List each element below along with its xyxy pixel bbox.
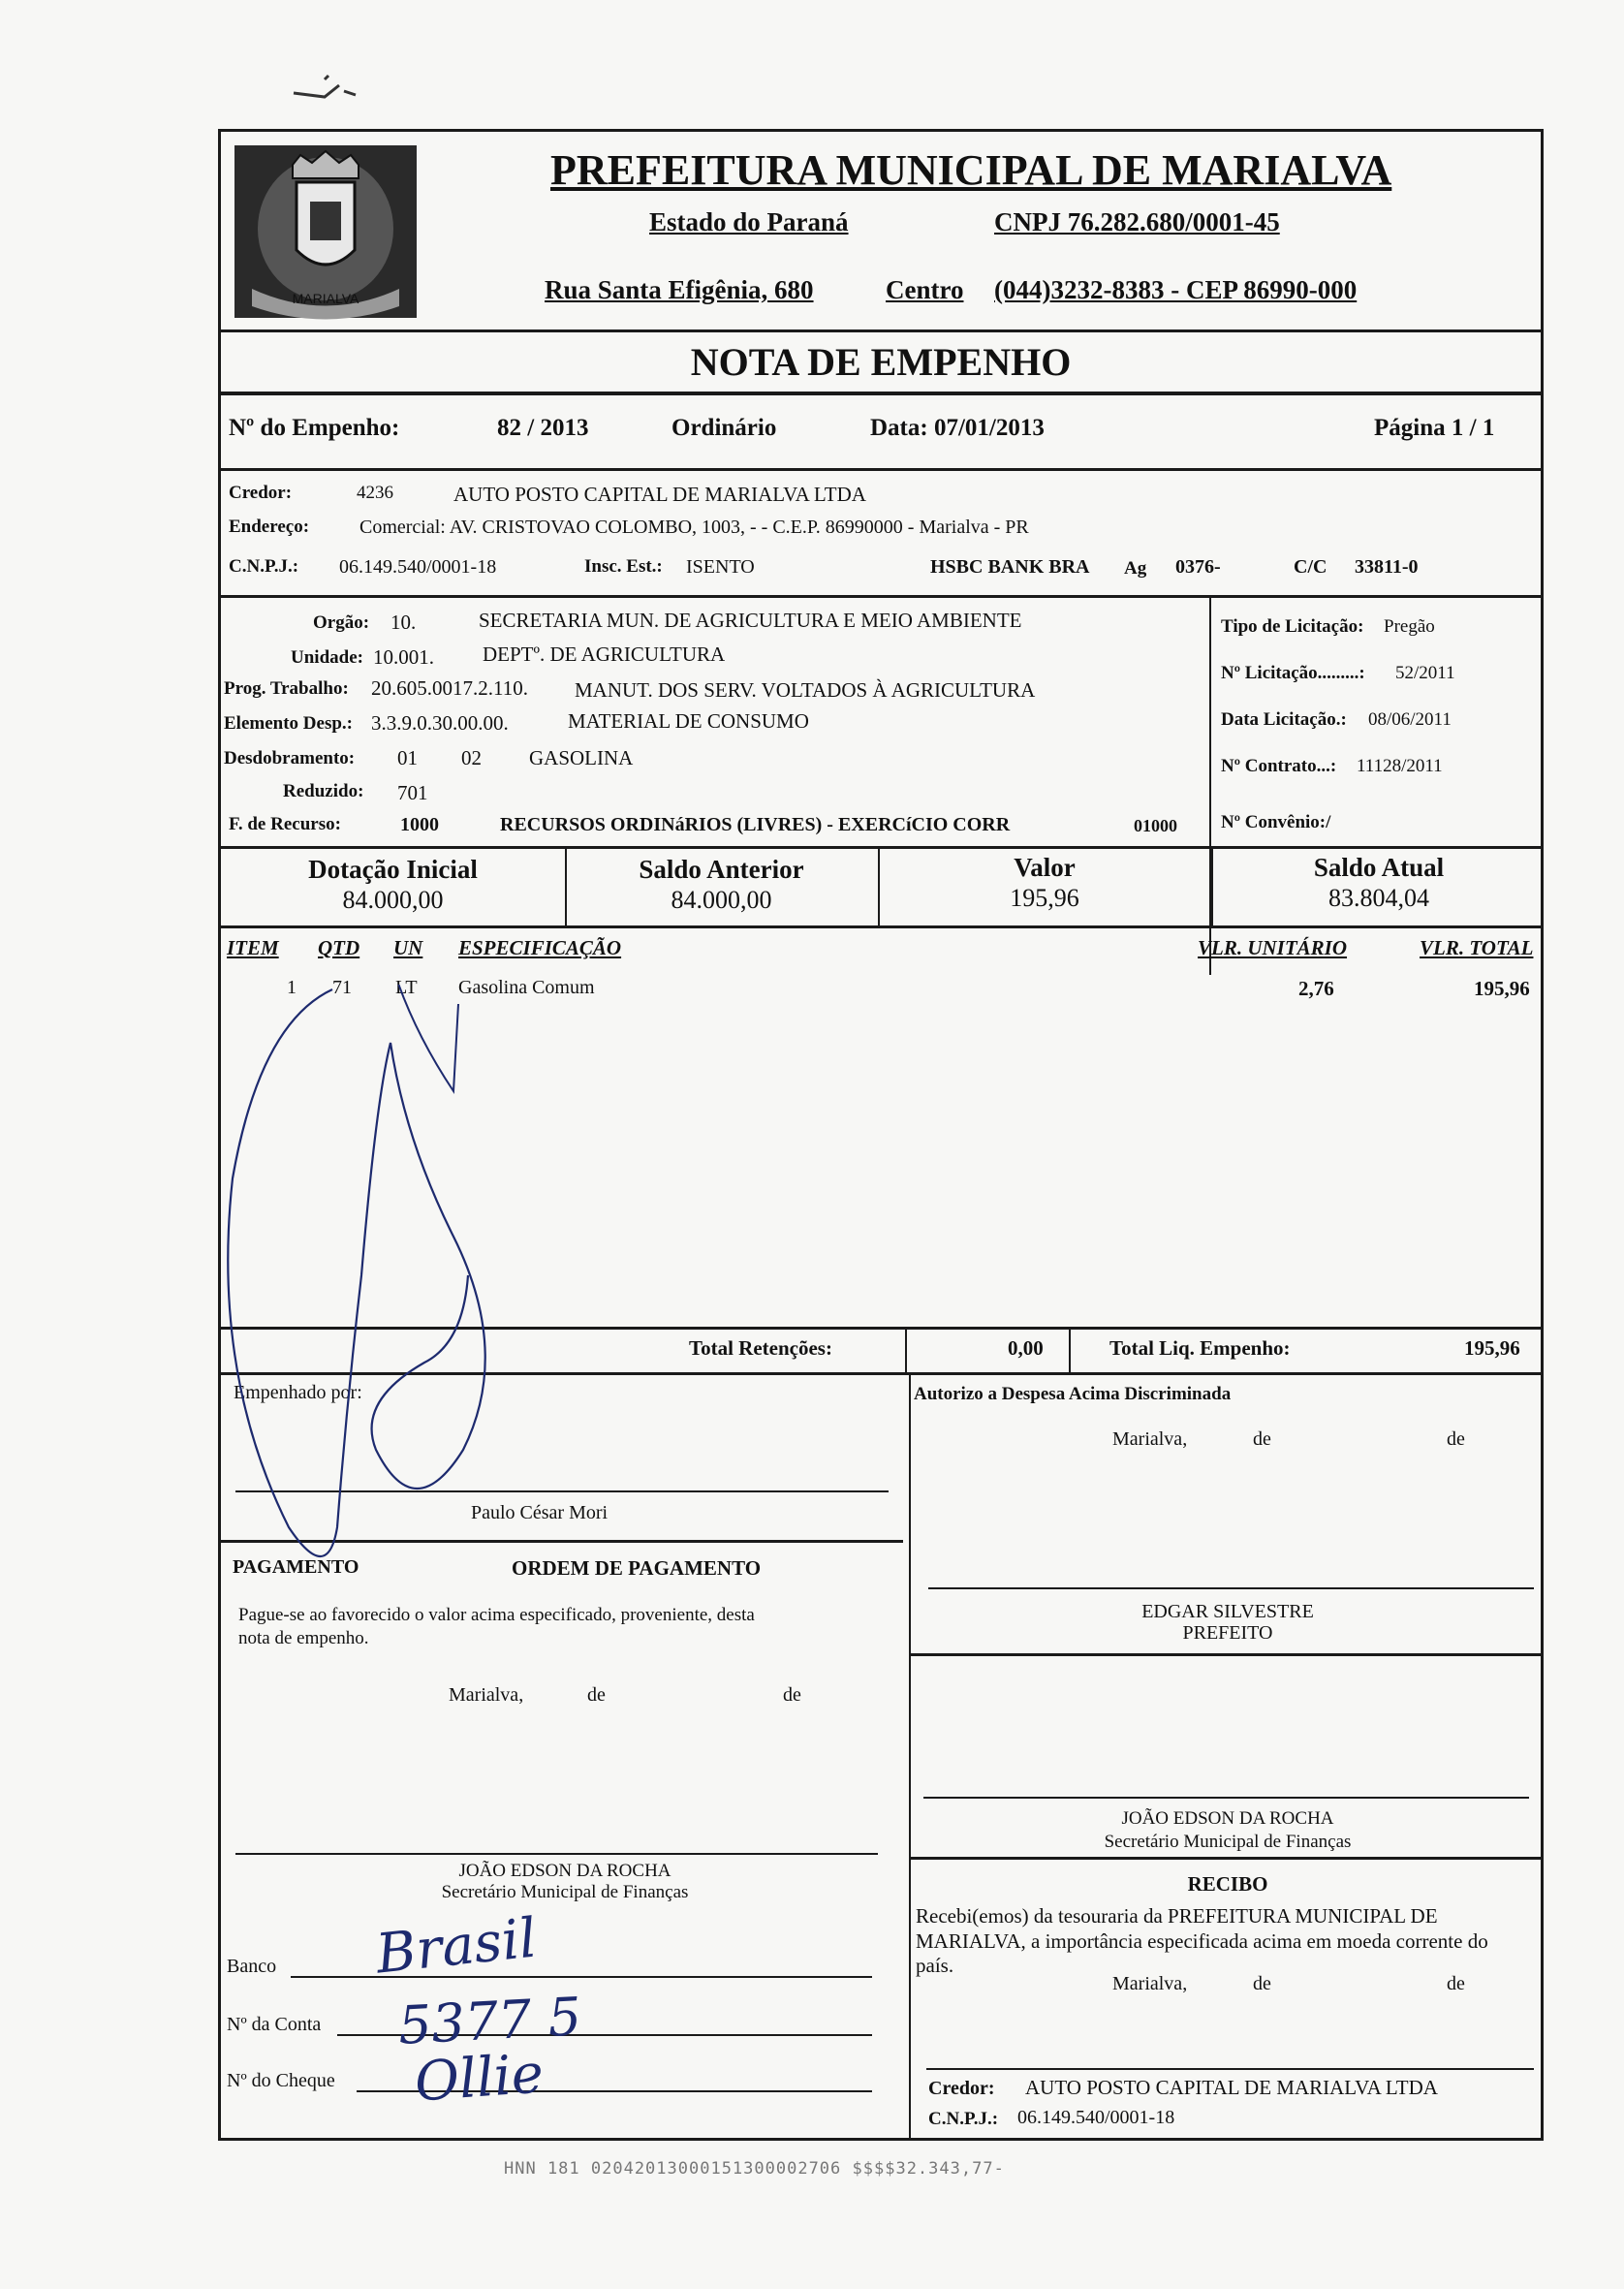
insc-est-value: ISENTO bbox=[686, 556, 755, 578]
nota-de-empenho bbox=[218, 129, 1544, 2141]
recurso-number: 01000 bbox=[1134, 816, 1177, 835]
item-number: 1 bbox=[287, 977, 297, 998]
prog-trabalho-name: MANUT. DOS SERV. VOLTADOS À AGRICULTURA bbox=[575, 678, 1036, 702]
bank-name: HSBC BANK BRA bbox=[930, 556, 1090, 578]
desdobramento-name: GASOLINA bbox=[529, 746, 634, 769]
credor-code: 4236 bbox=[357, 483, 393, 503]
agency-label: Ag bbox=[1124, 558, 1147, 579]
valor-label: Valor bbox=[1014, 853, 1076, 882]
financas-name: JOÃO EDSON DA ROCHA bbox=[1121, 1808, 1334, 1829]
saldo-atual-value: 83.804,04 bbox=[1328, 884, 1429, 912]
saldo-atual-label: Saldo Atual bbox=[1313, 853, 1445, 882]
retencoes-label: Total Retenções: bbox=[689, 1336, 832, 1360]
municipality-district: Centro bbox=[886, 275, 964, 304]
pagamento-signer-role: Secretário Municipal de Finanças bbox=[441, 1882, 689, 1902]
unidade-label: Unidade: bbox=[291, 647, 363, 668]
empenho-date: Data: 07/01/2013 bbox=[870, 415, 1045, 441]
elemento-label: Elemento Desp.: bbox=[224, 713, 353, 734]
autorizo-label: Autorizo a Despesa Acima Discriminada bbox=[914, 1384, 1232, 1404]
credor-cnpj: 06.149.540/0001-18 bbox=[339, 556, 497, 578]
col-header-un: UN bbox=[393, 936, 423, 959]
convenio-label: Nº Convênio:/ bbox=[1221, 812, 1331, 832]
municipality-address: Rua Santa Efigênia, 680 bbox=[545, 275, 814, 304]
reduzido-label: Reduzido: bbox=[283, 781, 364, 801]
empenho-type: Ordinário bbox=[671, 415, 777, 441]
recibo-credor-name: AUTO POSTO CAPITAL DE MARIALVA LTDA bbox=[1025, 2076, 1438, 2099]
credor-label: Credor: bbox=[229, 483, 293, 503]
elemento-code: 3.3.9.0.30.00.00. bbox=[371, 711, 509, 735]
orgao-name: SECRETARIA MUN. DE AGRICULTURA E MEIO AMBIENTE bbox=[479, 609, 1022, 632]
recurso-label: F. de Recurso: bbox=[229, 814, 341, 834]
ordem-pagamento-label: ORDEM DE PAGAMENTO bbox=[512, 1556, 762, 1580]
municipal-coat-of-arms-seal bbox=[233, 143, 419, 320]
empenho-number: 82 / 2013 bbox=[497, 415, 589, 441]
item-qty: 71 bbox=[332, 977, 352, 998]
col-header-qtd: QTD bbox=[318, 936, 360, 959]
credor-name: AUTO POSTO CAPITAL DE MARIALVA LTDA bbox=[453, 483, 866, 506]
municipality-title: PREFEITURA MUNICIPAL DE MARIALVA bbox=[550, 146, 1392, 194]
pagamento-text-2: nota de empenho. bbox=[238, 1628, 369, 1648]
conta-label: Nº da Conta bbox=[227, 2014, 322, 2035]
recurso-name: RECURSOS ORDINáRIOS (LIVRES) - EXERCíCIO CORR bbox=[500, 814, 1011, 835]
saldo-anterior-value: 84.000,00 bbox=[671, 886, 772, 914]
contrato-value: 11128/2011 bbox=[1357, 756, 1443, 776]
document-title: NOTA DE EMPENHO bbox=[690, 340, 1072, 384]
pagamento-text-1: Pague-se ao favorecido o valor acima especificado, proveniente, desta bbox=[238, 1605, 755, 1625]
recibo-text-3: país. bbox=[916, 1954, 954, 1977]
prefeito-name: EDGAR SILVESTRE bbox=[1141, 1601, 1314, 1622]
address-label: Endereço: bbox=[229, 517, 310, 537]
elemento-name: MATERIAL DE CONSUMO bbox=[568, 709, 809, 733]
empenho-number-label: Nº do Empenho: bbox=[229, 415, 400, 441]
contrato-label: Nº Contrato...: bbox=[1221, 756, 1337, 776]
orgao-code: 10. bbox=[390, 611, 417, 634]
pagamento-city: Marialva, bbox=[449, 1684, 524, 1706]
banco-label: Banco bbox=[227, 1956, 277, 1977]
account-number: 33811-0 bbox=[1355, 556, 1419, 578]
financas-role: Secretário Municipal de Finanças bbox=[1104, 1832, 1352, 1852]
liquido-label: Total Liq. Empenho: bbox=[1109, 1336, 1291, 1360]
recibo-de-2: de bbox=[1447, 1973, 1465, 1994]
pagamento-label: PAGAMENTO bbox=[233, 1556, 359, 1578]
saldo-anterior-label: Saldo Anterior bbox=[639, 855, 804, 884]
autorizo-de-1: de bbox=[1253, 1428, 1271, 1450]
empenhado-label: Empenhado por: bbox=[234, 1382, 362, 1403]
dotacao-inicial-label: Dotação Inicial bbox=[308, 855, 478, 884]
empenhado-signature bbox=[221, 985, 647, 1682]
handwritten-cheque: Ollie bbox=[412, 2042, 546, 2115]
prog-trabalho-label: Prog. Trabalho: bbox=[224, 678, 349, 699]
document-barcode-line: HNN 181 02042013000151300002706 $$$$32.343,77- bbox=[504, 2159, 1005, 2179]
autorizo-de-2: de bbox=[1447, 1428, 1465, 1450]
recibo-cnpj-label: C.N.P.J.: bbox=[928, 2109, 999, 2129]
pagamento-de-2: de bbox=[783, 1684, 801, 1706]
col-header-item: ITEM bbox=[227, 936, 279, 959]
licitacao-numero-label: Nº Licitação.........: bbox=[1221, 663, 1365, 683]
autorizo-city: Marialva, bbox=[1112, 1428, 1188, 1450]
retencoes-value: 0,00 bbox=[1008, 1336, 1044, 1360]
credor-address: Comercial: AV. CRISTOVAO COLOMBO, 1003, - - C.E.P. 86990000 - Marialva - PR bbox=[359, 517, 1029, 538]
item-total: 195,96 bbox=[1474, 977, 1530, 1000]
licitacao-data-value: 08/06/2011 bbox=[1368, 709, 1452, 730]
recibo-city: Marialva, bbox=[1112, 1973, 1188, 1994]
orgao-label: Orgão: bbox=[313, 612, 370, 633]
item-unit: LT bbox=[395, 977, 418, 998]
handwritten-bank: Brasil bbox=[373, 1906, 540, 1987]
prefeito-role: PREFEITO bbox=[1182, 1622, 1273, 1644]
licitacao-data-label: Data Licitação.: bbox=[1221, 709, 1347, 730]
cnpj-label: C.N.P.J.: bbox=[229, 556, 299, 577]
handwritten-account: 5377 5 bbox=[396, 1986, 583, 2056]
col-header-unit-price: VLR. UNITÁRIO bbox=[1198, 936, 1348, 959]
scan-mark bbox=[286, 72, 392, 110]
col-header-total: VLR. TOTAL bbox=[1420, 936, 1534, 959]
prog-trabalho-code: 20.605.0017.2.110. bbox=[371, 676, 528, 700]
unidade-code: 10.001. bbox=[373, 645, 434, 669]
pagamento-signer-name: JOÃO EDSON DA ROCHA bbox=[458, 1861, 671, 1881]
recibo-de-1: de bbox=[1253, 1973, 1271, 1994]
recibo-title: RECIBO bbox=[1187, 1872, 1268, 1896]
recibo-cnpj: 06.149.540/0001-18 bbox=[1017, 2107, 1175, 2128]
dotacao-inicial-value: 84.000,00 bbox=[342, 886, 444, 914]
recurso-code: 1000 bbox=[400, 814, 439, 835]
agency-number: 0376- bbox=[1175, 556, 1221, 578]
seal-text: MARIALVA bbox=[292, 291, 359, 306]
desdobramento-label: Desdobramento: bbox=[224, 748, 356, 768]
reduzido-value: 701 bbox=[397, 781, 428, 804]
unidade-name: DEPTº. DE AGRICULTURA bbox=[483, 643, 726, 666]
cheque-label: Nº do Cheque bbox=[227, 2070, 335, 2091]
account-label: C/C bbox=[1294, 556, 1327, 578]
licitacao-tipo-value: Pregão bbox=[1384, 616, 1435, 637]
recibo-text-2: MARIALVA, a importância especificada acima em moeda corrente do bbox=[916, 1929, 1488, 1953]
col-header-spec: ESPECIFICAÇÃO bbox=[458, 936, 622, 959]
item-unit-price: 2,76 bbox=[1298, 977, 1334, 1000]
municipality-cnpj: CNPJ 76.282.680/0001-45 bbox=[994, 207, 1280, 236]
recibo-credor-label: Credor: bbox=[928, 2078, 995, 2099]
item-spec: Gasolina Comum bbox=[458, 977, 595, 998]
licitacao-tipo-label: Tipo de Licitação: bbox=[1221, 616, 1364, 637]
empenhado-name: Paulo César Mori bbox=[471, 1502, 609, 1523]
municipality-phone-cep: (044)3232-8383 - CEP 86990-000 bbox=[994, 275, 1358, 304]
recibo-text-1: Recebi(emos) da tesouraria da PREFEITURA MUNICIPAL DE bbox=[916, 1904, 1438, 1928]
desdobramento-b: 02 bbox=[461, 746, 482, 769]
pagamento-de-1: de bbox=[587, 1684, 606, 1706]
licitacao-numero-value: 52/2011 bbox=[1395, 663, 1455, 683]
page-number: Página 1 / 1 bbox=[1374, 415, 1495, 441]
valor-value: 195,96 bbox=[1010, 884, 1079, 912]
insc-est-label: Insc. Est.: bbox=[584, 556, 663, 577]
state-name: Estado do Paraná bbox=[649, 207, 849, 236]
desdobramento-a: 01 bbox=[397, 746, 418, 769]
liquido-value: 195,96 bbox=[1464, 1336, 1520, 1360]
